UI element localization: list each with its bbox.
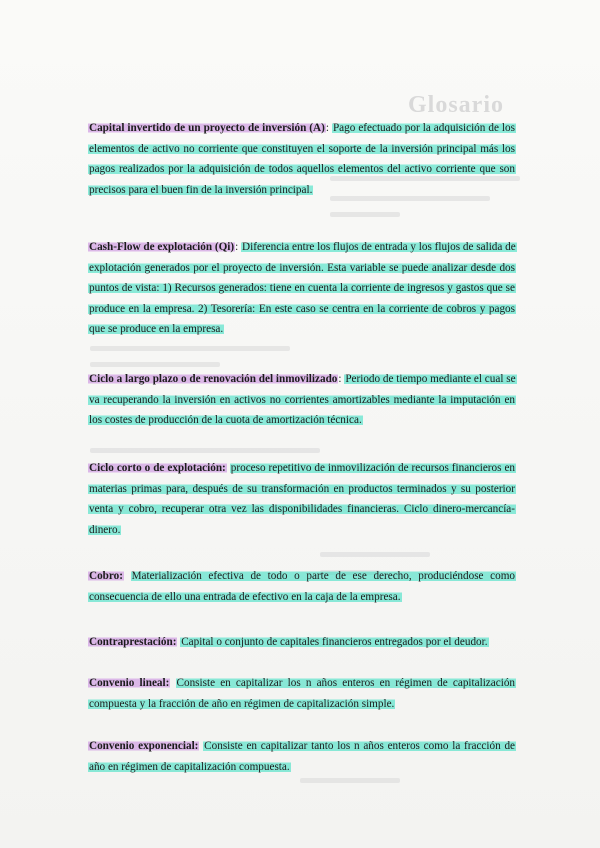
show-through-line [300,778,400,783]
glossary-definition: Periodo de tiempo mediante el cual se va recuperando la inversión en activos no corrientes amortizables mediante la imputación en los costes de producción de la cuota de amortización técnica. [89,373,516,426]
glossary-entry [88,118,516,200]
glossary-term: Convenio lineal: [89,677,170,689]
glossary-term: Capital invertido de un proyecto de inversión (A) [89,122,325,134]
show-through-line [90,362,220,367]
glossary-definition: Pago efectuado por la adquisición de los elementos de activo no corriente que constituyen el soporte de la inversión principal más los pagos realizados por la adquisición de todos aquellos elementos del activo corriente que son precisos para el buen fin de la inversión principal. [89,122,515,196]
glossary-definition: proceso repetitivo de inmovilización de recursos financieros en materias primas para, después de su transformación en productos terminados y su posterior venta y cobro, recuperar otra vez las disponibilidades financieras. Ciclo dinero-mercancía- dinero. [89,462,516,536]
term-separator: : [235,241,242,253]
glossary-entry [88,673,516,714]
glossary-entry [88,237,516,340]
term-separator [170,677,175,689]
glossary-definition: Consiste en capitalizar los n años enteros en régimen de capitalización compuesta y la fracción de año en régimen de capitalización simple. [89,677,516,710]
term-separator: : [338,373,345,385]
glossary-term: Cash-Flow de explotación (Qi) [89,241,235,253]
term-separator: : [325,122,332,134]
glossary-term: Convenio exponencial: [89,740,199,752]
glossary-term: Cobro: [89,570,123,582]
glossary-entry [88,369,516,431]
glossary-definition: Diferencia entre los flujos de entrada y los flujos de salida de explotación generados por el proyecto de inversión. Esta variable se puede analizar desde dos puntos de vista: 1) Recursos generados: tiene en cuenta la corriente de ingresos y gastos que se produce en la empresa. 2) Tesorería: En este caso se centra en la corriente de cobros y pagos que se produce en la empresa. [89,241,516,335]
glossary-definition: Materialización efectiva de todo o parte de ese derecho, produciéndose como consecuencia de ello una entrada de efectivo en la caja de la empresa. [89,570,515,603]
glossary-term: Ciclo a largo plazo o de renovación del inmovilizado [89,373,338,385]
show-through-line [320,552,430,557]
show-through-line [90,448,320,453]
show-through-line [90,346,290,351]
glossary-term: Ciclo corto o de explotación: [89,462,226,474]
glossary-definition: Capital o conjunto de capitales financieros entregados por el deudor. [181,636,488,648]
glossary-definition: Consiste en capitalizar tanto los n años enteros como la fracción de año en régimen de capitalización compuesta. [89,740,515,773]
term-separator [124,570,131,582]
glossary-entry [88,632,516,653]
page-title: Glosario [408,92,504,118]
glossary-entry [88,566,516,607]
glossary-term: Contraprestación: [89,636,177,648]
show-through-line [330,212,400,217]
glossary-entry [88,458,516,540]
glossary-entry [88,736,516,777]
